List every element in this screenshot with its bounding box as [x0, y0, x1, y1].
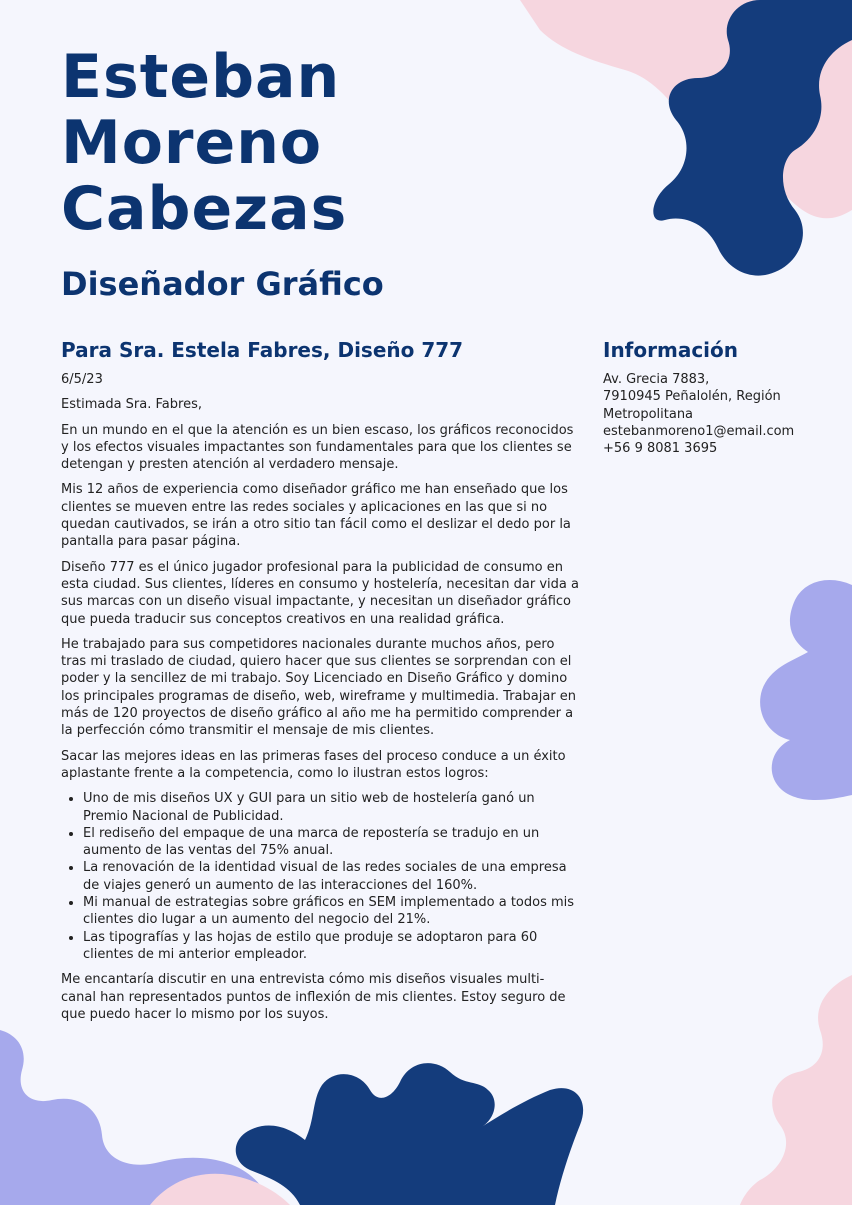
- letter-closing: Me encantaría discutir en una entrevista cómo mis diseños visuales multi-canal han representados puntos de inflexión de mis clientes. Estoy seguro de que puedo hacer lo mismo por los suyos.: [61, 972, 566, 1022]
- achievements-list: [61, 790, 579, 963]
- info-heading: Información: [603, 338, 739, 362]
- navy-blob-bottom-center: [236, 1063, 583, 1205]
- address-line: 7910945 Peñalolén, Región: [603, 389, 781, 405]
- letter-paragraph: Sacar las mejores ideas en las primeras fases del proceso conduce a un éxito aplastante frente a la competencia, como lo ilustran estos logros:: [61, 748, 566, 781]
- applicant-name: [61, 44, 581, 242]
- achievement-item: • Mi manual de estrategias sobre gráficos en SEM implementado a todos mis clientes dio lugar a un aumento del negocio del 21%.: [83, 894, 579, 929]
- letter-date: 6/5/23: [61, 372, 103, 387]
- name-line: Moreno: [61, 108, 323, 178]
- job-title: Diseñador Gráfico: [61, 265, 384, 303]
- address-line: Metropolitana: [603, 406, 694, 422]
- name-line: Esteban: [61, 42, 341, 112]
- letter-paragraph: Mis 12 años de experiencia como diseñador gráfico me han enseñado que los clientes se mueven entre las redes sociales y aplicaciones en las que si no quedan cautivados, se irán a otro sitio tan fácil como el deslizar el dedo por la pantalla para pasar página.: [61, 482, 571, 550]
- achievement-item: • Uno de mis diseños UX y GUI para un sitio web de hostelería ganó un Premio Nacional de Publicidad.: [83, 790, 579, 825]
- email-address: estebanmoreno1@email.com: [603, 423, 795, 439]
- periwinkle-blob-right: [760, 580, 852, 800]
- name-line: Cabezas: [61, 174, 348, 244]
- letter-paragraph: En un mundo en el que la atención es un bien escaso, los gráficos reconocidos y los efectos visuales impactantes son fundamentales para que los clientes se detengan y presten atención al verdadero mensaje.: [61, 422, 574, 473]
- letter-body: [61, 337, 579, 1031]
- letter-paragraph: He trabajado para sus competidores nacionales durante muchos años, pero tras mi traslado de ciudad, quiero hacer que sus clientes se sorprendan con el poder y la sencillez de mi trabajo. Soy Licenciado en Diseño Gráfico y domino los principales programas de diseño, web, wireframe y multimedia. Trabajar en más de 120 proyectos de diseño gráfico al año me ha permitido comprender a la perfección cómo transmitir el mensaje de mis clientes.: [61, 636, 577, 739]
- letter-paragraph: Diseño 777 es el único jugador profesional para la publicidad de consumo en esta ciudad. Sus clientes, líderes en consumo y hostelería, necesitan dar vida a sus marcas con un diseño visual impactante, y necesitan un diseñador gráfico que pueda traducir sus conceptos creativos en una realidad gráfica.: [61, 559, 579, 627]
- letter-heading: Para Sra. Estela Fabres, Diseño 777: [61, 338, 464, 362]
- letter-greeting: Estimada Sra. Fabres,: [61, 397, 202, 413]
- pink-blob-bottom-right: [740, 975, 852, 1205]
- phone-number: +56 9 8081 3695: [603, 441, 718, 457]
- address-line: Av. Grecia 7883,: [603, 372, 710, 387]
- contact-info: [603, 337, 833, 457]
- achievement-item: • La renovación de la identidad visual de las redes sociales de una empresa de viajes generó un aumento de las interacciones del 160%.: [83, 859, 579, 894]
- achievement-item: • El rediseño del empaque de una marca de repostería se tradujo en un aumento de las ventas del 75% anual.: [83, 825, 579, 860]
- achievement-item: • Las tipografías y las hojas de estilo que produje se adoptaron para 60 clientes de mi anterior empleador.: [83, 929, 579, 964]
